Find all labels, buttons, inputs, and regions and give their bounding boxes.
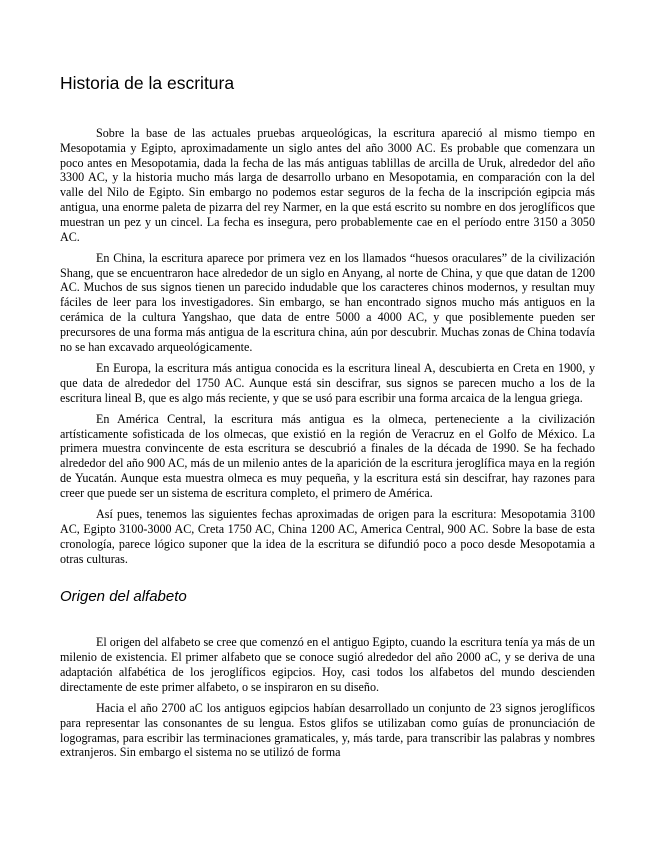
paragraph: Así pues, tenemos las siguientes fechas aproximadas de origen para la escritura: Mesopotamia 3100 AC, Egipto 3100-3000 AC, Creta 1750 AC, China 1200 AC, America Central, 900 AC. Sobre la base de esta cronología, parece lógico suponer que la idea de la escritura se difundió poco a poco desde Mesopotamia a otras culturas. xyxy=(60,507,595,566)
paragraph: Sobre la base de las actuales pruebas arqueológicas, la escritura apareció al mismo tiempo en Mesopotamia y Egipto, aproximadamente un siglo antes del año 3000 AC. Es probable que comenzara un poco antes en Mesopotamia, dada la fecha de las más antiguas tablillas de arcilla de Uruk, alrededor del año 3300 AC, y la historia mucho más larga de desarrollo urbano en Mesopotamia, en comparación con la del valle del Nilo de Egipto. Sin embargo no podemos estar seguros de la fecha de la inscripción egipcia más antigua, una enorme paleta de pizarra del rey Narmer, en la que está escrito su nombre en dos jeroglíficos que muestran un pez y un cincel. La fecha es insegura, pero probablemente cae en el período entre 3150 a 3050 AC. xyxy=(60,126,595,244)
paragraph: En Europa, la escritura más antigua conocida es la escritura lineal A, descubierta en Creta en 1900, y que data de alrededor del 1750 AC. Aunque está sin descifrar, sus signos se parecen mucho a los de la escritura lineal B, que es algo más reciente, y que se usó para escribir una forma arcaica de la lengua griega. xyxy=(60,360,595,405)
paragraph: El origen del alfabeto se cree que comenzó en el antiguo Egipto, cuando la escritura tenía ya más de un milenio de existencia. El primer alfabeto que se conoce sugió alrededor del año 2000 aC, y se deriva de una adaptación alfabética de los jeroglíficos egipcios. Hoy, casi todos los alfabetos del mundo descienden directamente de este primer alfabeto, o se inspiraron en su diseño. xyxy=(60,635,596,694)
paragraph: En América Central, la escritura más antigua es la olmeca, perteneciente a la civilización artísticamente sofisticada de los olmecas, que existió en la región de Veracruz en el Golfo de México. La primera muestra convincente de esta escritura se descubrió a finales de la década de 1990. Se ha fechado alrededor del año 900 AC, más de un milenio antes de la aparición de la escritura jeroglífica maya en la región de Yucatán. Aunque esta muestra olmeca es muy pequeña, y la escritura está sin descifrar, hay razones para creer que puede ser un sistema de escritura completo, el primero de América. xyxy=(60,411,595,500)
section-origen-alfabeto xyxy=(60,635,595,760)
section-historia xyxy=(60,126,595,566)
page-title: Historia de la escritura xyxy=(60,73,235,93)
paragraph: Hacia el año 2700 aC los antiguos egipcios habían desarrollado un conjunto de 23 signos jeroglíficos para representar las consonantes de su lengua. Estos glifos se utilizaban como guías de pronunciación de logogramas, para escribir las terminaciones gramaticales, y, más tarde, para transcribir las palabras y nombres extranjeros. Sin embargo el sistema no se utilizó de forma xyxy=(60,701,595,760)
paragraph: En China, la escritura aparece por primera vez en los llamados “huesos oraculares” de la civilización Shang, que se encuentraron hace alrededor de un siglo en Anyang, al norte de China, y que que datan de 1200 AC. Muchos de sus signos tienen un parecido indudable que los caracteres chinos modernos, y resultan muy fáciles de leer para los investigadores. Sin embargo, se han encontrado signos mucho más antiguos en la cerámica de la cultura Yangshao, que data de entre 5000 a 4000 AC, y que posiblemente pueden ser precursores de una forma más antigua de la escritura china, aún por descubrir. Muchas zonas de China todavía no se han excavado arqueológicamente. xyxy=(60,250,595,354)
section-heading: Origen del alfabeto xyxy=(60,588,187,606)
